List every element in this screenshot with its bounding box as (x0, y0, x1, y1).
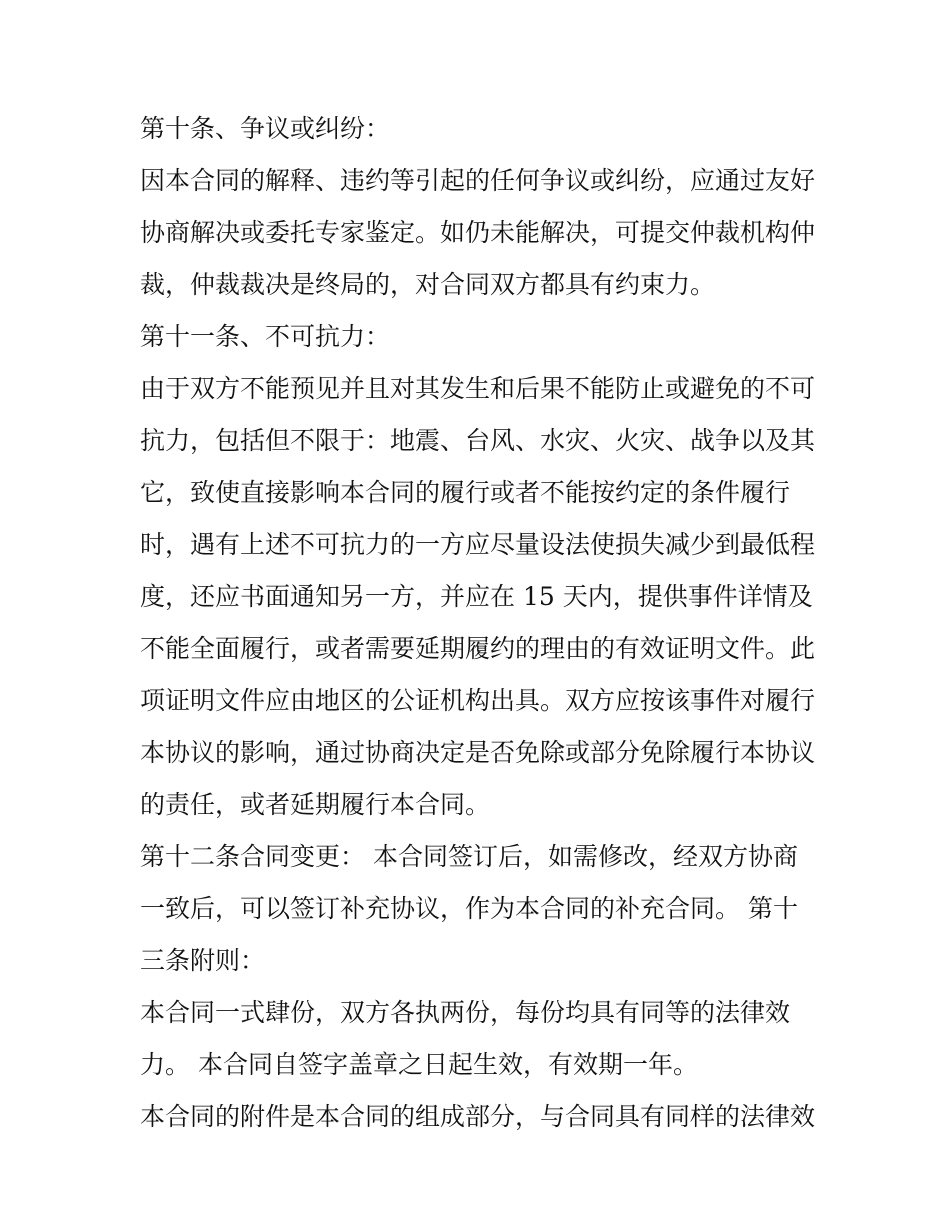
text-line: 本合同一式肆份，双方各执两份，每份均具有同等的法律效 (140, 998, 791, 1027)
article-12-line: 第十二条合同变更： 本合同签订后，如需修改，经双方协商 (140, 842, 798, 871)
text-line: 因本合同的解释、违约等引起的任何争议或纠纷，应通过友好 (140, 166, 816, 195)
text-line: 的责任，或者延期履行本合同。 (140, 790, 491, 819)
text-line: 由于双方不能预见并且对其发生和后果不能防止或避免的不可 (140, 374, 816, 403)
article-11-heading: 第十一条、不可抗力： (140, 322, 391, 351)
text-line: 协商解决或委托专家鉴定。如仍未能解决，可提交仲裁机构仲 (140, 218, 816, 247)
text-line: 裁，仲裁裁决是终局的，对合同双方都具有约束力。 (140, 270, 716, 299)
text-line: 力。 本合同自签字盖章之日起生效，有效期一年。 (140, 1050, 698, 1079)
text-line: 不能全面履行，或者需要延期履约的理由的有效证明文件。此 (140, 634, 816, 663)
text-line: 项证明文件应由地区的公证机构出具。双方应按该事件对履行 (140, 686, 816, 715)
text-line: 本协议的影响，通过协商决定是否免除或部分免除履行本协议 (140, 738, 816, 767)
text-line: 它，致使直接影响本合同的履行或者不能按约定的条件履行 (140, 478, 791, 507)
document-body (140, 103, 830, 1143)
text-line: 度，还应书面通知另一方，并应在 15 天内，提供事件详情及 (140, 582, 813, 611)
text-line: 本合同的附件是本合同的组成部分，与合同具有同样的法律效 (140, 1102, 816, 1131)
article-10-heading: 第十条、争议或纠纷： (140, 114, 391, 143)
text-line: 时，遇有上述不可抗力的一方应尽量设法使损失减少到最低程 (140, 530, 816, 559)
text-line: 抗力，包括但不限于：地震、台风、水灾、火灾、战争以及其 (140, 426, 816, 455)
text-line: 一致后，可以签订补充协议，作为本合同的补充合同。 第十 (140, 894, 798, 923)
article-13-heading: 三条附则： (140, 946, 266, 975)
